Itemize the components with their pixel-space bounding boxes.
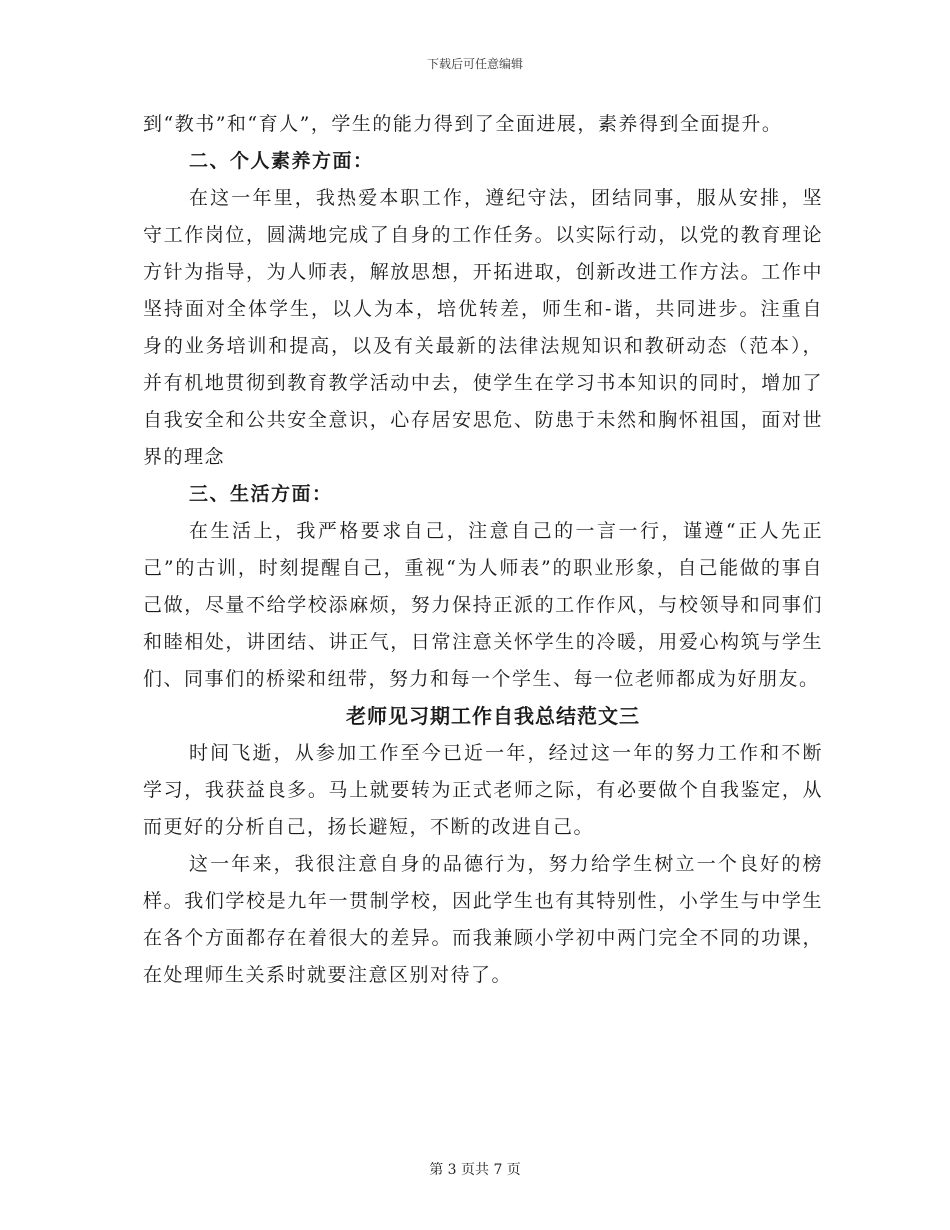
paragraph-personal-quality: 在这一年里，我热爱本职工作，遵纪守法，团结同事，服从安排，坚守工作岗位，圆满地完成了自身的工作任务。以实际行动，以党的教育理论方针为指导，为人师表，解放思想，开拓进取，创新改进工作方法。工作中坚持面对全体学生，以人为本，培优转差，师生和-谐，共同进步。注重自身的业务培训和提高，以及有关最新的法律法规知识和教研动态（范本），并有机地贯彻到教育教学活动中去，使学生在学习书本知识的同时，增加了自我安全和公共安全意识，心存居安思危、防患于未然和胸怀祖国，面对世界的理念: [143, 187, 823, 468]
paragraph-intro: 时间飞逝，从参加工作至今已近一年，经过这一年的努力工作和不断学习，我获益良多。马上就要转为正式老师之际，有必要做个自我鉴定，从而更好的分析自己，扬长避短，不断的改进自己。: [143, 742, 823, 838]
document-body: [143, 106, 823, 994]
article-title: 老师见习期工作自我总结范文三: [346, 704, 640, 728]
page-number: 第 3 页共 7 页: [429, 1162, 521, 1178]
header-note: 下载后可任意编辑: [426, 57, 523, 71]
section-heading-personal-quality: 二、个人素养方面：: [189, 150, 374, 172]
paragraph-conduct: 这一年来，我很注意自身的品德行为，努力给学生树立一个良好的榜样。我们学校是九年一贯制学校，因此学生也有其特别性，小学生与中学生在各个方面都存在着很大的差异。而我兼顾小学初中两门完全不同的功课，在处理师生关系时就要注意区别对待了。: [143, 853, 823, 986]
section-heading-life: 三、生活方面：: [189, 483, 333, 505]
paragraph-life: 在生活上，我严格要求自己，注意自己的一言一行，谨遵“正人先正己”的古训，时刻提醒自己，重视“为人师表”的职业形象，自己能做的事自己做，尽量不给学校添麻烦，努力保持正派的工作作风，与校领导和同事们和睦相处，讲团结、讲正气，日常注意关怀学生的冷暖，用爱心构筑与学生们、同事们的桥梁和纽带，努力和每一个学生、每一位老师都成为好朋友。: [143, 520, 823, 690]
paragraph-continuation: 到“教书”和“育人”，学生的能力得到了全面进展，素养得到全面提升。: [143, 113, 783, 135]
